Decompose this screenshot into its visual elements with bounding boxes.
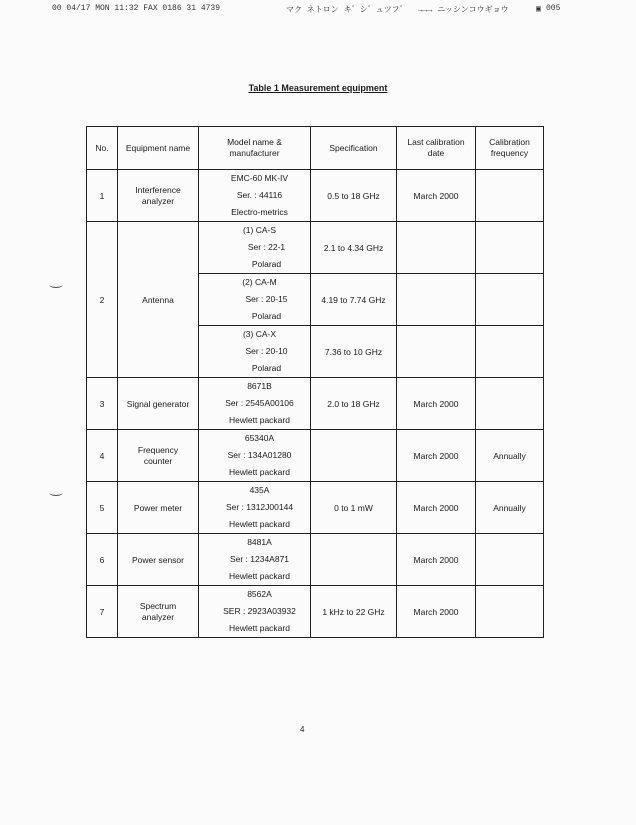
row-model: (1) CA-S Ser : 22-1 Polarad	[199, 222, 311, 274]
table-row	[87, 430, 544, 482]
equipment-table	[86, 126, 544, 638]
row-calibration-frequency	[476, 534, 544, 586]
row-equipment-name: Frequency counter	[118, 430, 199, 482]
binder-hole-mark	[49, 489, 63, 496]
header-model: Model name & manufacturer	[199, 127, 311, 170]
row-no: 3	[87, 378, 118, 430]
row-equipment-name: Antenna	[118, 222, 199, 378]
row-model: 8671B Ser : 2545A00106 Hewlett packard	[199, 378, 311, 430]
row-model: (2) CA-M Ser : 20-15 Polarad	[199, 274, 311, 326]
header-equipment-name: Equipment name	[118, 127, 199, 170]
fax-page: 005	[546, 4, 561, 13]
row-calibration-date: March 2000	[397, 586, 476, 638]
row-calibration-date: March 2000	[397, 170, 476, 222]
fax-recipient: →→→ ニッシンコウギョウ	[418, 6, 509, 15]
table-row	[87, 222, 544, 274]
header-no: No.	[87, 127, 118, 170]
row-specification: 1 kHz to 22 GHz	[311, 586, 397, 638]
row-no: 6	[87, 534, 118, 586]
row-equipment-name: Power meter	[118, 482, 199, 534]
header-specification: Specification	[311, 127, 397, 170]
binder-hole-mark	[49, 281, 63, 288]
row-specification: 2.1 to 4.34 GHz	[311, 222, 397, 274]
row-specification: 0 to 1 mW	[311, 482, 397, 534]
row-model: 435A Ser : 1312J00144 Hewlett packard	[199, 482, 311, 534]
row-model: (3) CA-X Ser : 20-10 Polarad	[199, 326, 311, 378]
row-calibration-date: March 2000	[397, 482, 476, 534]
table-row	[87, 482, 544, 534]
row-no: 2	[87, 222, 118, 378]
row-no: 5	[87, 482, 118, 534]
row-calibration-date: March 2000	[397, 378, 476, 430]
row-calibration-frequency	[476, 326, 544, 378]
row-calibration-frequency: Annually	[476, 482, 544, 534]
row-calibration-date	[397, 274, 476, 326]
row-specification: 4.19 to 7.74 GHz	[311, 274, 397, 326]
row-model: EMC-60 MK-IV Ser. : 44116 Electro-metrics	[199, 170, 311, 222]
row-no: 4	[87, 430, 118, 482]
row-model: 65340A Ser : 134A01280 Hewlett packard	[199, 430, 311, 482]
row-calibration-frequency: Annually	[476, 430, 544, 482]
row-equipment-name: Signal generator	[118, 378, 199, 430]
row-specification: 7.36 to 10 GHz	[311, 326, 397, 378]
row-calibration-frequency	[476, 274, 544, 326]
table-row	[87, 378, 544, 430]
header-calibration-frequency: Calibration frequency	[476, 127, 544, 170]
page-number: 4	[300, 725, 305, 734]
table-row	[87, 170, 544, 222]
table-header-row	[87, 127, 544, 170]
table-row	[87, 586, 544, 638]
row-equipment-name: Interference analyzer	[118, 170, 199, 222]
header-calibration-date: Last calibration date	[397, 127, 476, 170]
row-no: 1	[87, 170, 118, 222]
row-calibration-frequency	[476, 222, 544, 274]
row-no: 7	[87, 586, 118, 638]
row-specification: 2.0 to 18 GHz	[311, 378, 397, 430]
row-model: 8481A Ser : 1234A871 Hewlett packard	[199, 534, 311, 586]
row-calibration-date: March 2000	[397, 534, 476, 586]
table-row	[87, 534, 544, 586]
table-title: Table 1 Measurement equipment	[248, 83, 388, 93]
row-equipment-name: Spectrum analyzer	[118, 586, 199, 638]
row-equipment-name: Power sensor	[118, 534, 199, 586]
row-specification	[311, 430, 397, 482]
row-calibration-date: March 2000	[397, 430, 476, 482]
row-calibration-frequency	[476, 378, 544, 430]
row-specification	[311, 534, 397, 586]
fax-datetime: 00 04/17 MON 11:32 FAX 0186 31 4739	[52, 4, 221, 13]
row-calibration-frequency	[476, 586, 544, 638]
row-specification: 0.5 to 18 GHz	[311, 170, 397, 222]
row-calibration-frequency	[476, 170, 544, 222]
fax-sender: マク ネトロン キ゛シ゛ュツフ゛	[286, 6, 408, 15]
row-calibration-date	[397, 326, 476, 378]
fax-page-icon: ▣	[536, 5, 541, 14]
row-calibration-date	[397, 222, 476, 274]
row-model: 8562A SER : 2923A03932 Hewlett packard	[199, 586, 311, 638]
